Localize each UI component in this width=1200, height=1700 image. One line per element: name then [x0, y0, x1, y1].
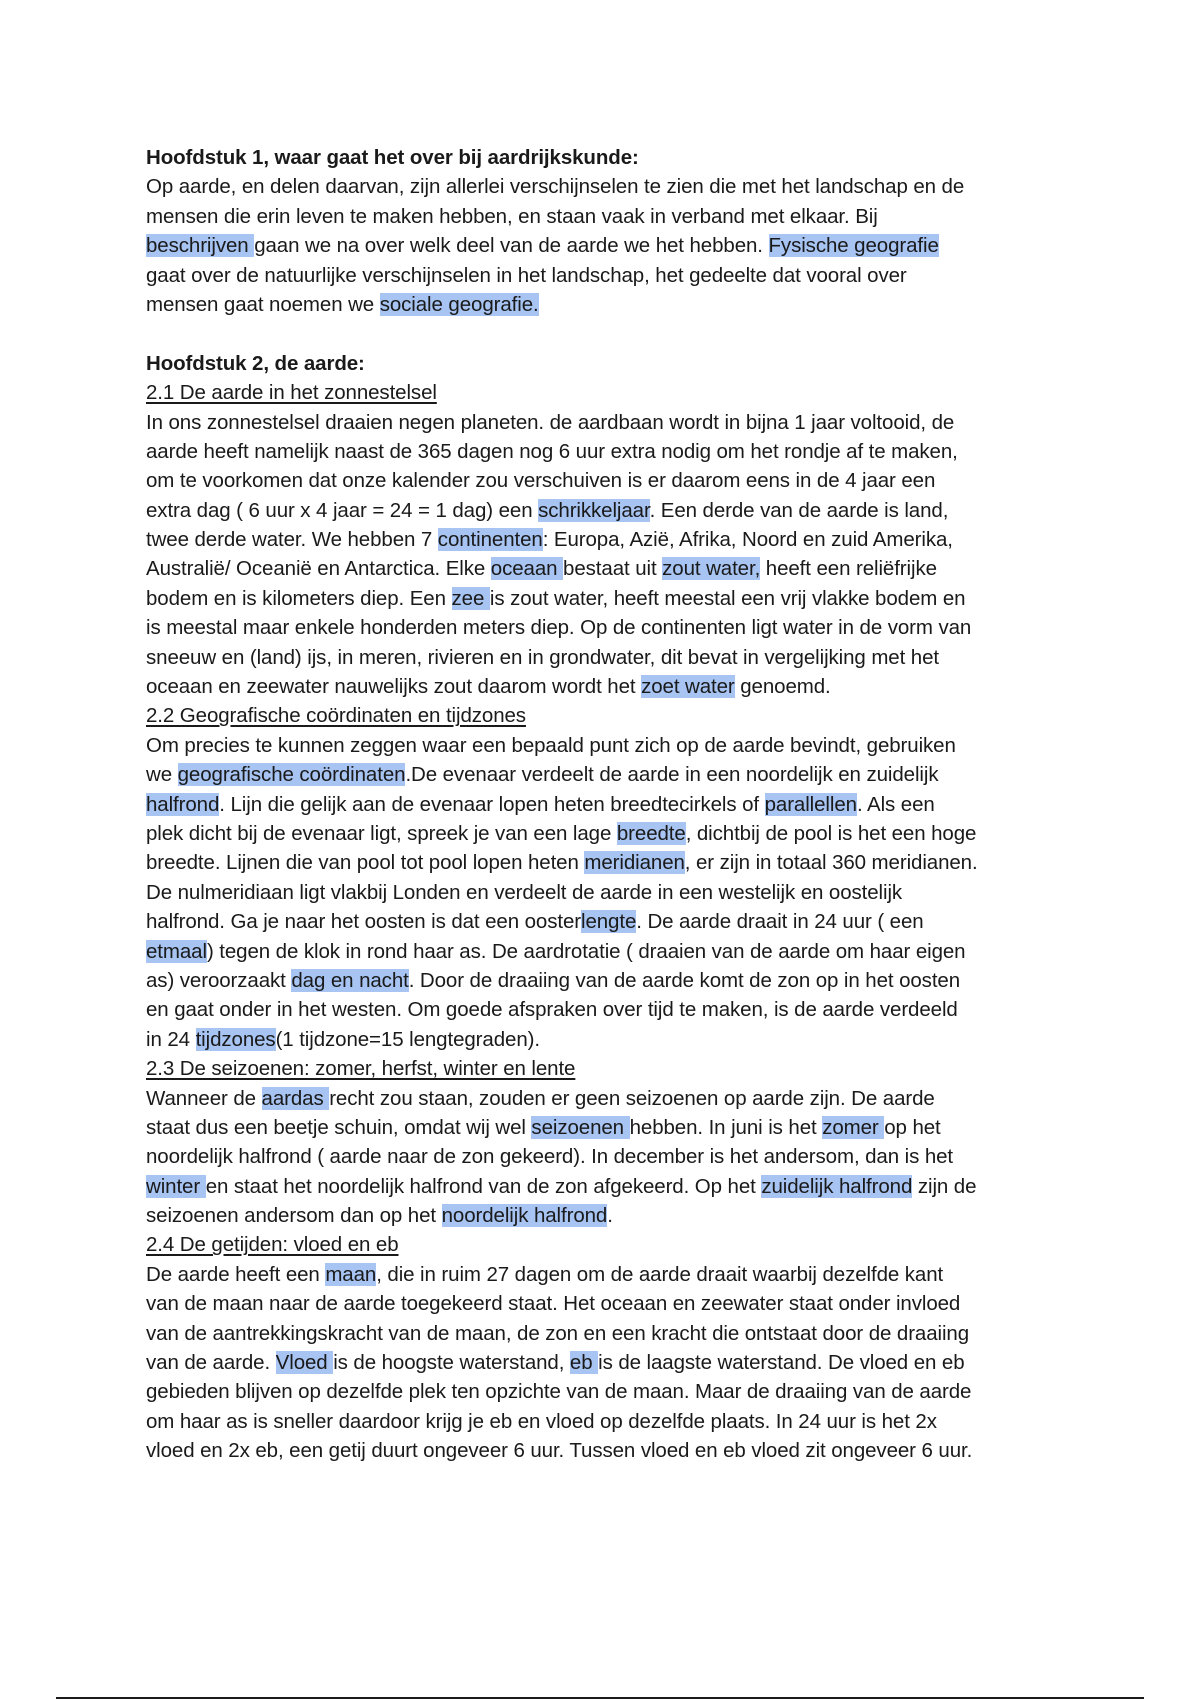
footer-rule — [56, 1697, 1144, 1699]
paragraph-line — [146, 790, 1076, 819]
text-run: . De aarde draait in 24 uur ( een — [636, 910, 924, 934]
highlight-meridianen: meridianen — [584, 851, 685, 875]
highlight-tijdzones: tijdzones — [195, 1027, 276, 1051]
highlight-aardas: aardas — [261, 1086, 330, 1110]
text-run: extra dag ( 6 uur x 4 jaar = 24 = 1 dag) een — [146, 498, 539, 522]
text-run: : Europa, Azië, Afrika, Noord en zuid Amerika, — [542, 528, 953, 552]
paragraph-line: en gaat onder in het westen. Om goede afspraken over tijd te maken, is de aarde verdeeld — [146, 998, 958, 1022]
text-run: bodem en is kilometers diep. Een — [146, 586, 452, 610]
paragraph-line: van de aantrekkingskracht van de maan, de zon en een kracht die ontstaat door de draaiing — [146, 1321, 970, 1345]
text-run: bestaat uit — [563, 557, 663, 581]
highlight-continenten: continenten — [437, 528, 543, 552]
paragraph-line: Om precies te kunnen zeggen waar een bepaald punt zich op de aarde bevindt, gebruiken — [146, 733, 956, 757]
text-run: in 24 — [146, 1027, 196, 1051]
section-2-2-heading: 2.2 Geografische coördinaten en tijdzones — [146, 704, 526, 728]
paragraph-line — [146, 907, 1076, 936]
highlight-geografische-coordinaten: geografische coördinaten — [177, 763, 406, 787]
paragraph-line: vloed en 2x eb, een getij duurt ongeveer 6 uur. Tussen vloed en eb vloed zit ongeveer 6 uur. — [146, 1439, 973, 1463]
highlight-schrikkeljaar: schrikkeljaar — [538, 498, 650, 522]
paragraph-line — [146, 584, 1076, 613]
highlight-oceaan: oceaan — [490, 557, 564, 581]
text-run: mensen gaat noemen we — [146, 292, 380, 316]
text-run: , dichtbij de pool is het een hoge — [685, 821, 977, 845]
paragraph-line — [146, 496, 1076, 525]
text-run: plek dicht bij de evenaar ligt, spreek je van een lage — [146, 821, 617, 845]
text-run: is de laagste waterstand. De vloed en eb — [598, 1351, 965, 1375]
text-run: . Als een — [856, 792, 935, 816]
paragraph-line — [146, 937, 1076, 966]
paragraph-line: sneeuw en (land) ijs, in meren, rivieren en in grondwater, dit bevat in vergelijking met het — [146, 645, 939, 669]
highlight-winter: winter — [146, 1174, 206, 1198]
text-run: we — [146, 763, 178, 787]
text-run: staat dus een beetje schuin, omdat wij wel — [146, 1115, 532, 1139]
paragraph-line — [146, 966, 1076, 995]
paragraph-line: aarde heeft namelijk naast de 365 dagen nog 6 uur extra nodig om het rondje af te maken, — [146, 439, 958, 463]
text-run: Australië/ Oceanië en Antarctica. Elke — [146, 557, 491, 581]
text-run: oceaan en zeewater nauwelijks zout daarom wordt het — [146, 675, 642, 699]
paragraph-line: Op aarde, en delen daarvan, zijn allerlei verschijnselen te zien die met het landschap en de — [146, 175, 965, 199]
paragraph-line: van de maan naar de aarde toegekeerd staat. Het oceaan en zeewater staat onder invloed — [146, 1292, 961, 1316]
paragraph-line — [146, 525, 1076, 554]
paragraph-line — [146, 1348, 1076, 1377]
paragraph-line — [146, 554, 1076, 583]
text-run: is zout water, heeft meestal een vrij vlakke bodem en — [489, 586, 966, 610]
text-run: en staat het noordelijk halfrond van de zon afgekeerd. Op het — [205, 1174, 762, 1198]
text-run: seizoenen andersom dan op het — [146, 1204, 442, 1228]
highlight-fysische-geografie: Fysische geografie — [768, 234, 939, 258]
text-run: (1 tijdzone=15 lengtegraden). — [275, 1027, 540, 1051]
chapter-2-title: Hoofdstuk 2, de aarde: — [146, 351, 365, 375]
text-run: . Lijn die gelijk aan de evenaar lopen heten breedtecirkels of — [219, 792, 765, 816]
paragraph-line: In ons zonnestelsel draaien negen planeten. de aardbaan wordt in bijna 1 jaar voltooid, de — [146, 410, 955, 434]
text-run: recht zou staan, zouden er geen seizoenen op aarde zijn. De aarde — [329, 1086, 935, 1110]
text-run: De aarde heeft een — [146, 1262, 326, 1286]
paragraph-line — [146, 290, 1076, 319]
highlight-zuidelijk-halfrond: zuidelijk halfrond — [761, 1174, 913, 1198]
highlight-maan: maan — [325, 1262, 377, 1286]
paragraph-line: om haar as is sneller daardoor krijg je eb en vloed op dezelfde plaats. In 24 uur is het 2x — [146, 1409, 937, 1433]
highlight-zoet-water: zoet water — [641, 675, 735, 699]
paragraph-line — [146, 1113, 1076, 1142]
highlight-breedte: breedte — [616, 821, 686, 845]
text-run: op het — [884, 1115, 941, 1139]
paragraph-line: om te voorkomen dat onze kalender zou verschuiven is er daarom eens in de 4 jaar een — [146, 469, 936, 493]
highlight-zomer: zomer — [822, 1115, 885, 1139]
text-run: , die in ruim 27 dagen om de aarde draait waarbij dezelfde kant — [376, 1262, 944, 1286]
highlight-zout-water: zout water, — [662, 557, 761, 581]
text-run: , er zijn in totaal 360 meridianen. — [684, 851, 978, 875]
paragraph-line — [146, 672, 1076, 701]
highlight-seizoenen: seizoenen — [531, 1115, 630, 1139]
highlight-beschrijven: beschrijven — [146, 234, 255, 258]
highlight-lengte: lengte — [581, 910, 637, 934]
text-run: . — [607, 1204, 613, 1228]
text-run: breedte. Lijnen die van pool tot pool lopen heten — [146, 851, 585, 875]
paragraph-line: is meestal maar enkele honderden meters diep. Op de continenten ligt water in de vorm van — [146, 616, 972, 640]
paragraph-line: mensen die erin leven te maken hebben, en staan vaak in verband met elkaar. Bij — [146, 204, 878, 228]
highlight-parallellen: parallellen — [764, 792, 857, 816]
paragraph-line: gaat over de natuurlijke verschijnselen in het landschap, het gedeelte dat vooral over — [146, 263, 907, 287]
paragraph-line: noordelijk halfrond ( aarde naar de zon gekeerd). In december is het andersom, dan is het — [146, 1145, 954, 1169]
text-run: genoemd. — [734, 675, 831, 699]
document-page — [146, 143, 1076, 1466]
paragraph-line: gebieden blijven op dezelfde plek ten opzichte van de maan. Maar de draaiing van de aarde — [146, 1380, 972, 1404]
paragraph-line: De nulmeridiaan ligt vlakbij Londen en verdeelt de aarde in een westelijk en oostelijk — [146, 880, 903, 904]
paragraph-line — [146, 848, 1076, 877]
highlight-dag-en-nacht: dag en nacht — [291, 968, 409, 992]
text-run: ) tegen de klok in rond haar as. De aardrotatie ( draaien van de aarde om haar eigen — [206, 939, 966, 963]
text-run: Wanneer de — [146, 1086, 262, 1110]
text-run: is de hoogste waterstand, — [333, 1351, 570, 1375]
paragraph-line — [146, 760, 1076, 789]
text-run: hebben. In juni is het — [629, 1115, 823, 1139]
text-run: heeft een reliëfrijke — [760, 557, 937, 581]
highlight-sociale-geografie: sociale geografie. — [379, 292, 539, 316]
paragraph-line — [146, 819, 1076, 848]
paragraph-line — [146, 1084, 1076, 1113]
highlight-zee: zee — [451, 586, 490, 610]
text-run: twee derde water. We hebben 7 — [146, 528, 438, 552]
paragraph-line — [146, 1201, 1076, 1230]
text-run: zijn de — [912, 1174, 977, 1198]
text-run: halfrond. Ga je naar het oosten is dat een ooster — [146, 910, 581, 934]
highlight-etmaal: etmaal — [146, 939, 207, 963]
highlight-halfrond: halfrond — [146, 792, 220, 816]
section-2-1-heading: 2.1 De aarde in het zonnestelsel — [146, 381, 437, 405]
text-run: as) veroorzaakt — [146, 968, 292, 992]
paragraph-line — [146, 1260, 1076, 1289]
text-run: . Door de draaiing van de aarde komt de zon op in het oosten — [408, 968, 961, 992]
paragraph-line — [146, 1025, 1076, 1054]
highlight-eb: eb — [569, 1351, 599, 1375]
text-run: .De evenaar verdeelt de aarde in een noordelijk en zuidelijk — [405, 763, 939, 787]
text-run: van de aarde. — [146, 1351, 276, 1375]
text-run: . Een derde van de aarde is land, — [649, 498, 949, 522]
section-2-4-heading: 2.4 De getijden: vloed en eb — [146, 1233, 399, 1257]
highlight-vloed: Vloed — [275, 1351, 334, 1375]
paragraph-line — [146, 1172, 1076, 1201]
text-run: gaan we na over welk deel van de aarde we het hebben. — [254, 234, 769, 258]
chapter-1-title: Hoofdstuk 1, waar gaat het over bij aardrijkskunde: — [146, 146, 639, 169]
paragraph-line — [146, 231, 1076, 260]
blank-line — [146, 319, 1076, 348]
highlight-noordelijk-halfrond: noordelijk halfrond — [441, 1204, 608, 1228]
section-2-3-heading: 2.3 De seizoenen: zomer, herfst, winter en lente — [146, 1057, 576, 1081]
